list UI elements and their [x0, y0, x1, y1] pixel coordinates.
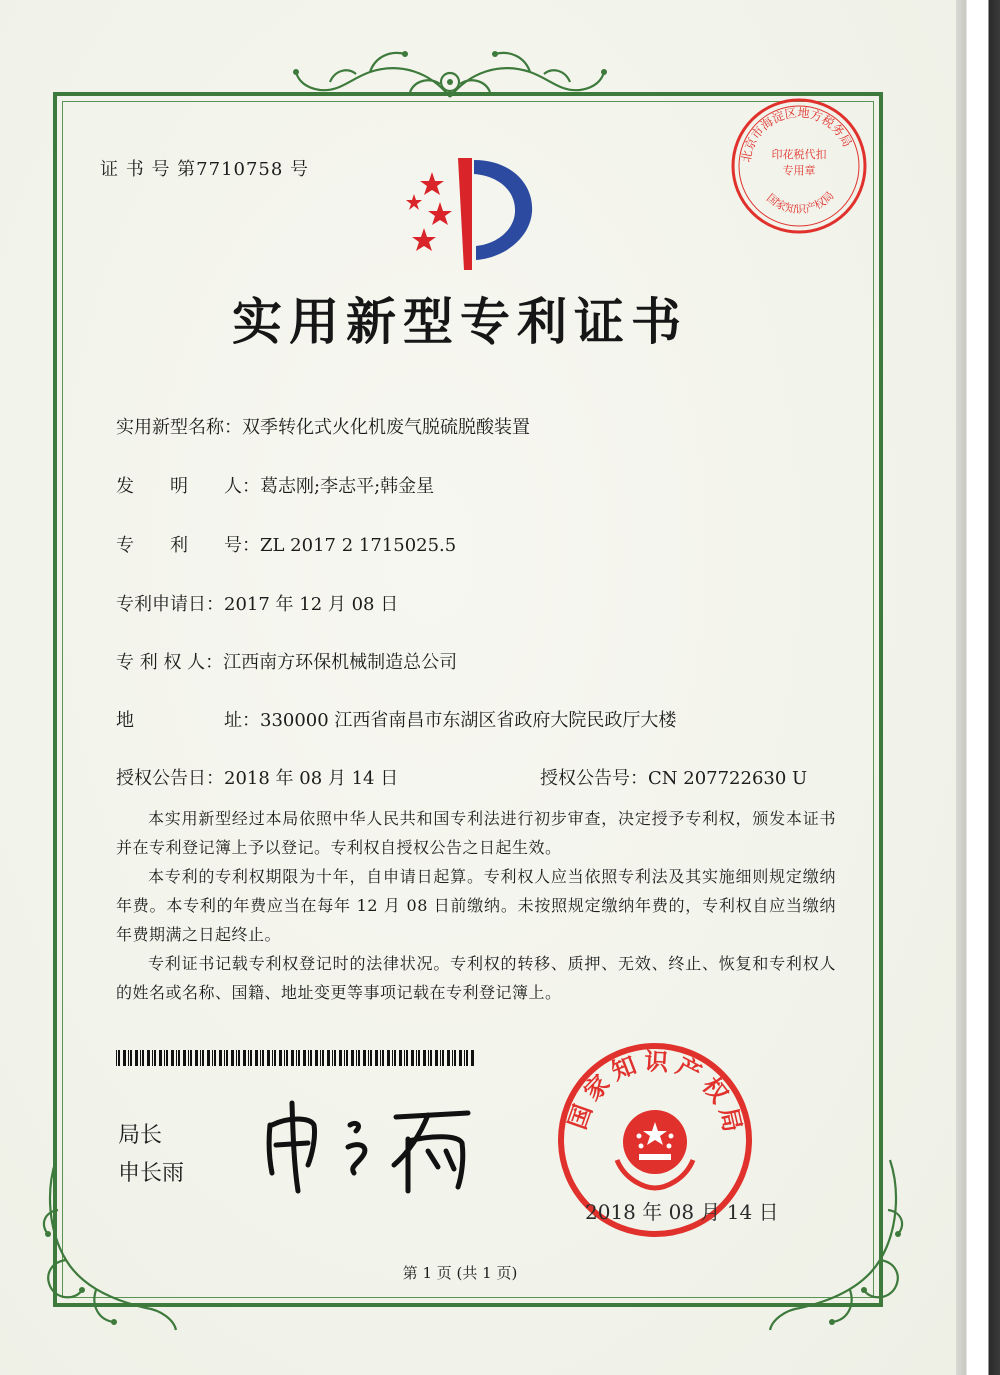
barcode-bar: [159, 1050, 162, 1066]
barcode-bar: [375, 1050, 378, 1066]
barcode-bar: [255, 1050, 258, 1066]
barcode: [116, 1050, 476, 1066]
barcode-bar: [274, 1050, 276, 1066]
certificate-title: 实用新型专利证书: [232, 292, 688, 351]
field-label: 授权公告日：: [116, 768, 224, 789]
application-date-value: 2017 年 12 月 08 日: [224, 594, 399, 615]
barcode-bar: [164, 1050, 165, 1066]
patent-office-emblem-icon: [392, 150, 542, 275]
barcode-bar: [416, 1050, 417, 1066]
barcode-bar: [200, 1050, 201, 1066]
field-utility-model-name: [116, 413, 530, 439]
field-label: 授权公告号：: [540, 768, 648, 789]
barcode-bar: [382, 1050, 384, 1066]
barcode-bar: [188, 1050, 189, 1066]
seal-date: 2018 年 08 月 14 日: [585, 1200, 779, 1224]
barcode-bar: [399, 1050, 402, 1066]
director-name: 申长雨: [118, 1161, 185, 1186]
barcode-bar: [370, 1050, 372, 1066]
field-label: 实用新型名称：: [116, 417, 242, 438]
barcode-bar: [195, 1050, 198, 1066]
director-title: 局长: [118, 1123, 163, 1148]
barcode-bar: [260, 1050, 261, 1066]
barcode-bar: [406, 1050, 408, 1066]
barcode-bar: [183, 1050, 186, 1066]
barcode-bar: [320, 1050, 321, 1066]
barcode-bar: [190, 1050, 192, 1066]
barcode-bar: [214, 1050, 216, 1066]
barcode-bar: [238, 1050, 240, 1066]
paragraph-term: 本专利的专利权期限为十年，自申请日起算。专利权人应当依照专利法及其实施细则规定缴纳年费。本专利的年费应当在每年 12 月 08 日前缴纳。未按照规定缴纳年费的，专利权自应当缴纳年费期满之日起终止。: [116, 867, 836, 944]
barcode-bar: [322, 1050, 324, 1066]
barcode-bar: [267, 1050, 270, 1066]
barcode-bar: [315, 1050, 318, 1066]
field-label: 专利申请日：: [116, 594, 224, 615]
barcode-bar: [351, 1050, 354, 1066]
barcode-bar: [344, 1050, 345, 1066]
barcode-bar: [368, 1050, 369, 1066]
field-label: 地 址：: [116, 710, 260, 731]
page-number: 第 1 页 (共 1 页): [402, 1264, 518, 1282]
barcode-bar: [178, 1050, 180, 1066]
grant-announcement-number-value: CN 207722630 U: [648, 768, 808, 789]
paragraph-grant: 本实用新型经过本局依照中华人民共和国专利法进行初步审查，决定授予专利权，颁发本证书并在专利登记簿上予以登记。专利权自授权公告之日起生效。: [116, 809, 836, 857]
barcode-bar: [303, 1050, 306, 1066]
barcode-bar: [394, 1050, 396, 1066]
utility-model-name-value: 双季转化式火化机废气脱硫脱酸装置: [242, 417, 530, 438]
barcode-bar: [298, 1050, 300, 1066]
barcode-bar: [332, 1050, 333, 1066]
barcode-bar: [291, 1050, 294, 1066]
svg-text:国家知识产权局: [764, 189, 837, 216]
address-value: 330000 江西省南昌市东湖区省政府大院民政厅大楼: [260, 710, 677, 731]
barcode-bar: [202, 1050, 204, 1066]
barcode-bar: [272, 1050, 273, 1066]
barcode-bar: [152, 1050, 153, 1066]
field-label: 专 利 号：: [116, 535, 260, 556]
field-grant-announcement-number: [540, 764, 807, 790]
barcode-bar: [380, 1050, 381, 1066]
seal-text: 国家知识产权局: [563, 1047, 749, 1141]
field-inventors: [116, 472, 434, 498]
barcode-bar: [358, 1050, 360, 1066]
scan-edge: [956, 0, 1000, 1375]
barcode-bar: [440, 1050, 441, 1066]
tax-stamp-center-text: 印花税代扣专用章: [771, 148, 827, 177]
field-patent-number: [116, 531, 456, 557]
barcode-bar: [118, 1050, 120, 1066]
barcode-bar: [243, 1050, 246, 1066]
barcode-bar: [308, 1050, 309, 1066]
barcode-bar: [447, 1050, 450, 1066]
patentee-value: 江西南方环保机械制造总公司: [223, 652, 458, 673]
barcode-bar: [334, 1050, 336, 1066]
barcode-bar: [286, 1050, 288, 1066]
certificate-number: 证 书 号 第7710758 号: [100, 159, 310, 180]
top-ornament: [290, 42, 610, 112]
barcode-bar: [224, 1050, 225, 1066]
barcode-bar: [418, 1050, 420, 1066]
barcode-bar: [135, 1050, 138, 1066]
barcode-bar: [442, 1050, 444, 1066]
barcode-bar: [279, 1050, 282, 1066]
barcode-bar: [262, 1050, 264, 1066]
barcode-bar: [171, 1050, 174, 1066]
barcode-bar: [128, 1050, 129, 1066]
barcode-bar: [387, 1050, 390, 1066]
barcode-bar: [147, 1050, 150, 1066]
field-patentee: [116, 648, 457, 674]
barcode-bar: [464, 1050, 465, 1066]
barcode-bar: [236, 1050, 237, 1066]
barcode-bar: [339, 1050, 342, 1066]
barcode-bar: [231, 1050, 234, 1066]
field-label: 发 明 人：: [116, 476, 260, 497]
barcode-bar: [130, 1050, 132, 1066]
barcode-bar: [123, 1050, 126, 1066]
barcode-bar: [452, 1050, 453, 1066]
barcode-bar: [327, 1050, 330, 1066]
barcode-bar: [140, 1050, 141, 1066]
barcode-bar: [430, 1050, 432, 1066]
barcode-bar: [296, 1050, 297, 1066]
barcode-bar: [207, 1050, 210, 1066]
field-application-date: [116, 590, 398, 616]
barcode-bar: [248, 1050, 249, 1066]
barcode-bar: [116, 1050, 117, 1066]
barcode-bar: [250, 1050, 252, 1066]
barcode-bar: [176, 1050, 177, 1066]
patent-number-value: ZL 2017 2 1715025.5: [260, 535, 457, 556]
director-signature: [258, 1095, 488, 1195]
certificate-body-text: [116, 804, 836, 1007]
barcode-bar: [471, 1050, 474, 1066]
inventors-value: 葛志刚;李志平;韩金星: [260, 476, 435, 497]
barcode-bar: [219, 1050, 222, 1066]
barcode-bar: [411, 1050, 414, 1066]
barcode-bar: [154, 1050, 156, 1066]
barcode-bar: [392, 1050, 393, 1066]
barcode-bar: [356, 1050, 357, 1066]
tax-stamp-bottom-text: 国家知识产权局: [764, 189, 837, 217]
barcode-bar: [459, 1050, 462, 1066]
tax-stamp-ring-text: 北京市海淀区地方税务局: [738, 105, 855, 164]
field-label: 专 利 权 人：: [116, 652, 224, 673]
barcode-bar: [435, 1050, 438, 1066]
tax-stamp-seal: [728, 95, 870, 237]
paragraph-legal-status: 专利证书记载专利权登记时的法律状况。专利权的转移、质押、无效、终止、恢复和专利权人的姓名或名称、国籍、地址变更等事项记载在专利登记簿上。: [116, 954, 836, 1002]
field-address: [116, 706, 676, 732]
barcode-bar: [466, 1050, 468, 1066]
barcode-bar: [212, 1050, 213, 1066]
barcode-bar: [284, 1050, 285, 1066]
barcode-bar: [166, 1050, 168, 1066]
barcode-bar: [310, 1050, 312, 1066]
barcode-bar: [428, 1050, 429, 1066]
barcode-bar: [454, 1050, 456, 1066]
bottom-right-ornament: [760, 1150, 910, 1335]
grant-announcement-date-value: 2018 年 08 月 14 日: [224, 768, 399, 789]
barcode-bar: [404, 1050, 405, 1066]
barcode-bar: [423, 1050, 426, 1066]
field-grant-announcement-date: [116, 764, 398, 790]
barcode-bar: [142, 1050, 144, 1066]
barcode-bar: [363, 1050, 366, 1066]
barcode-bar: [226, 1050, 228, 1066]
barcode-bar: [346, 1050, 348, 1066]
